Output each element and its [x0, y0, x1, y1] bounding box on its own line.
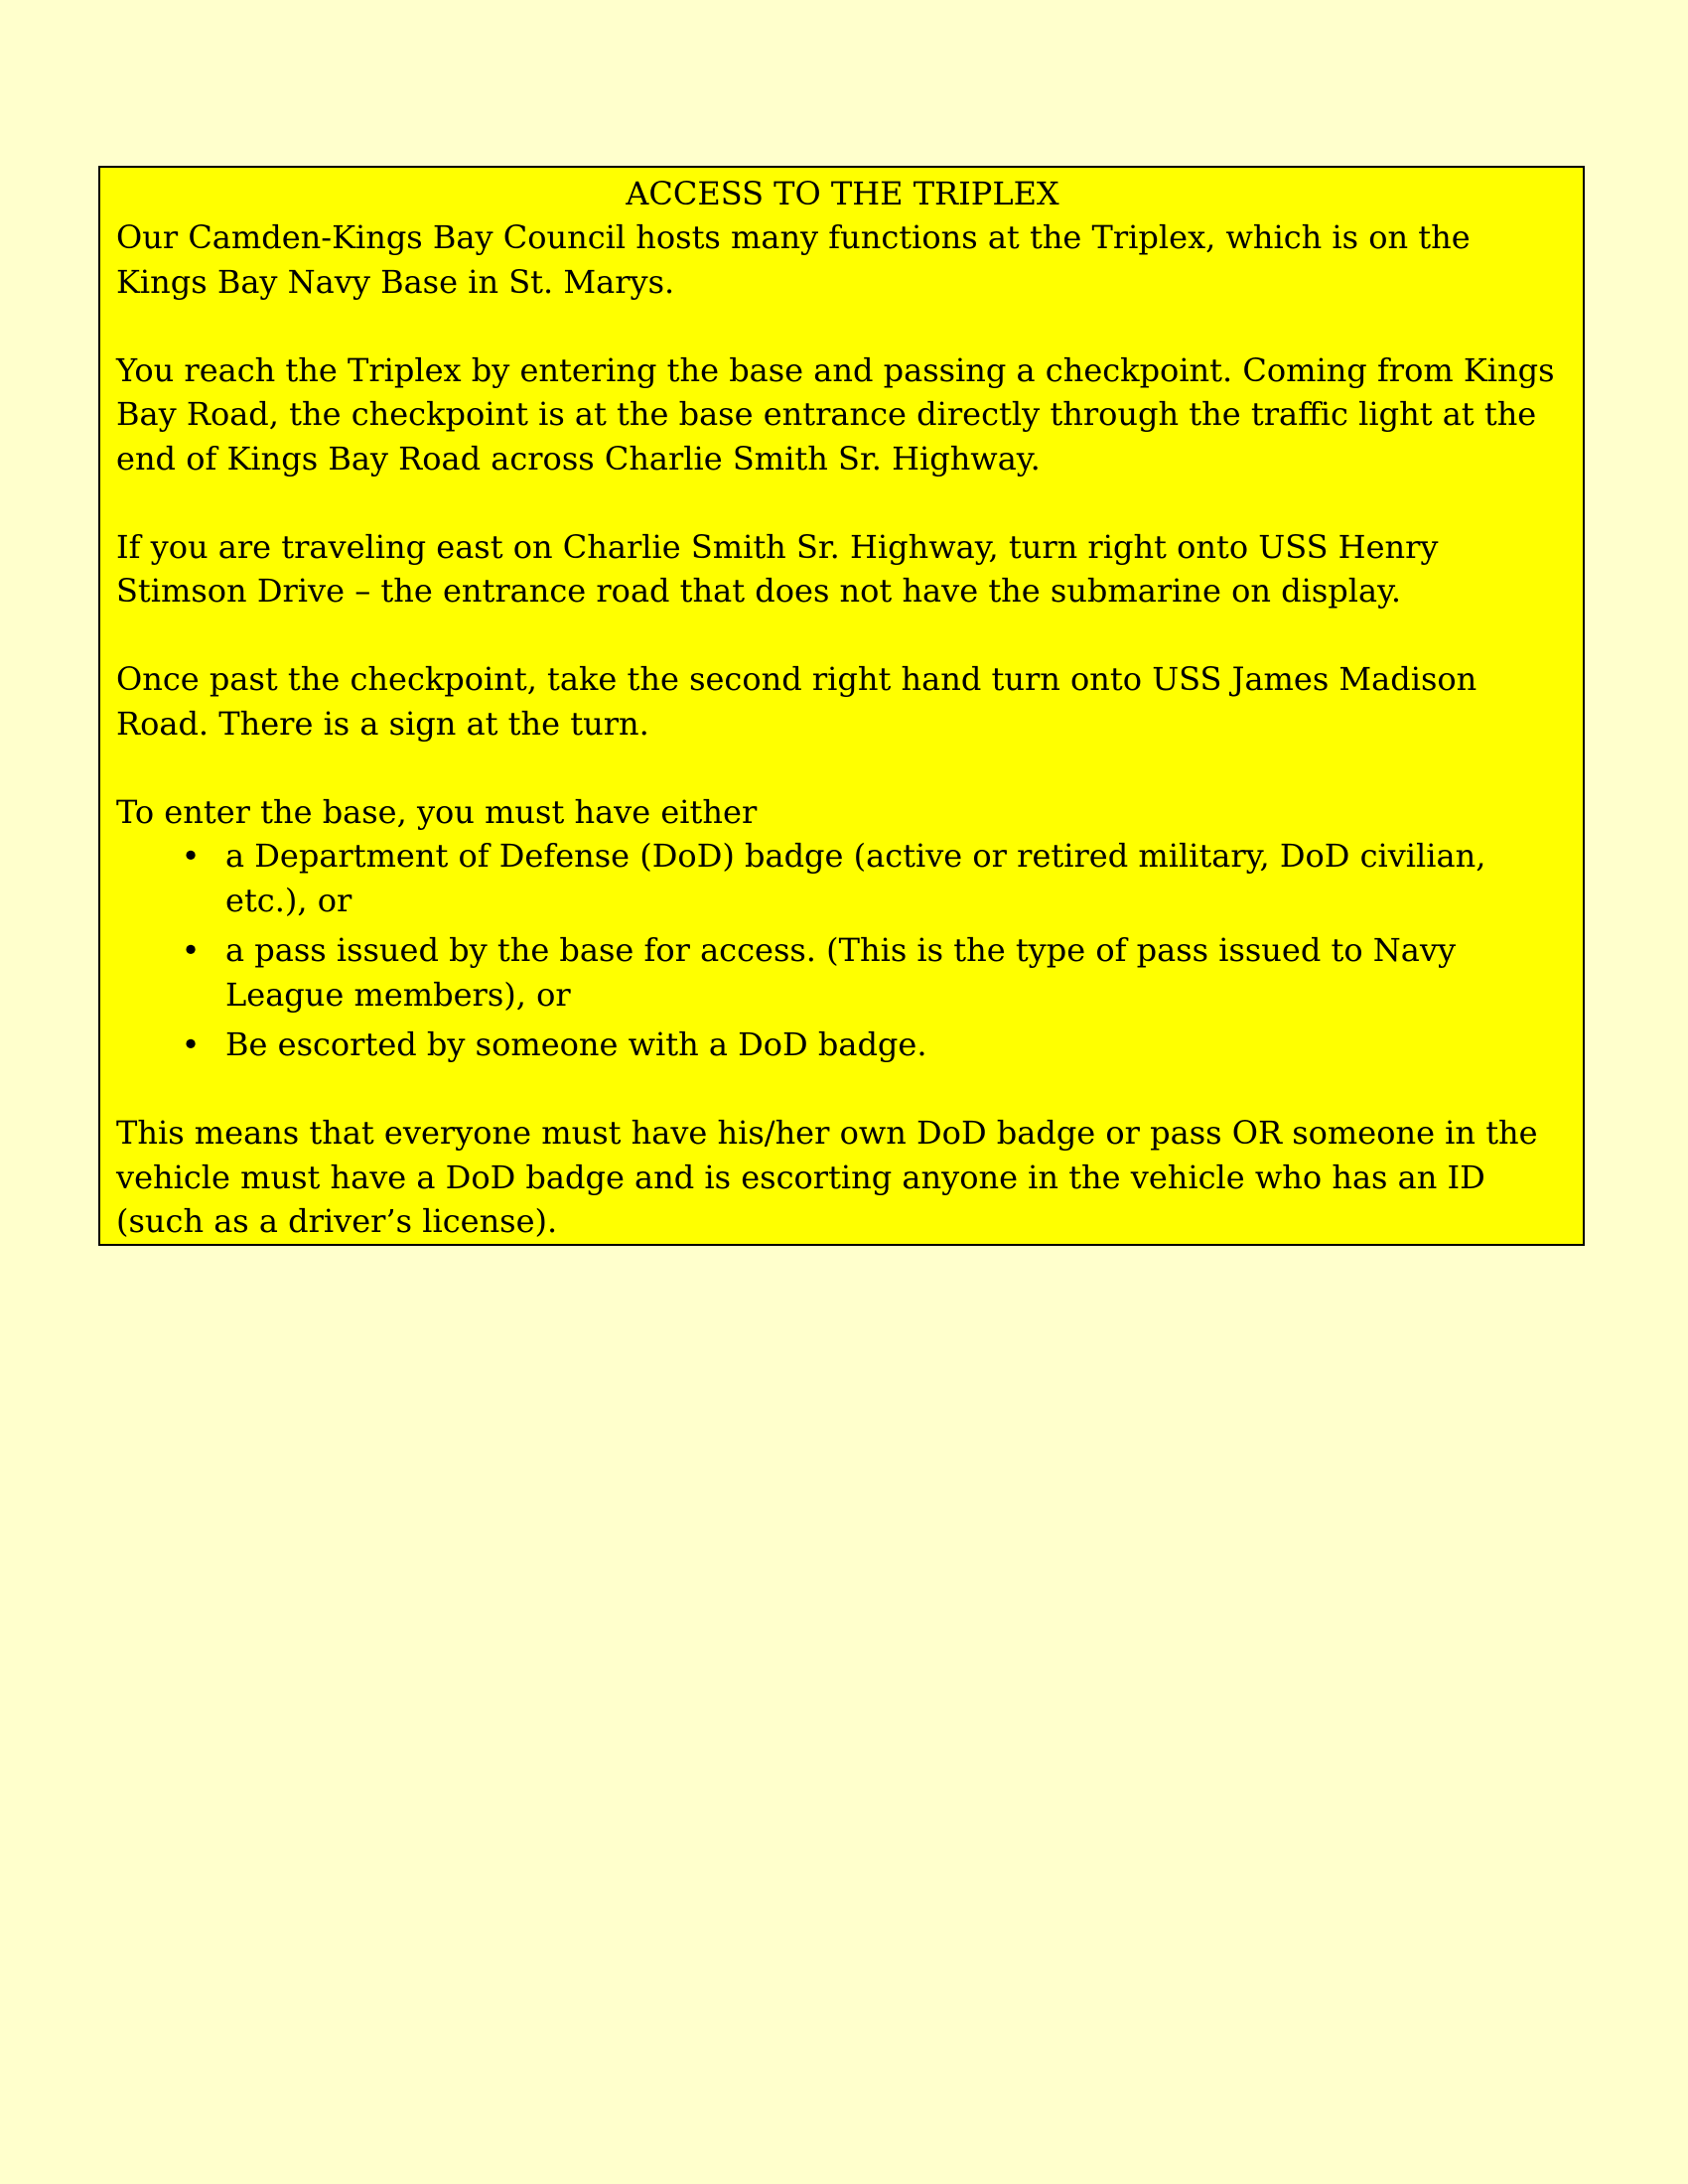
list-item — [116, 1023, 1569, 1067]
eastbound-paragraph: If you are traveling east on Charlie Smith Sr. Highway, turn right onto USS Henry Stimson Drive – the entrance road that does not have the submarine on display. — [116, 527, 1439, 610]
turn-paragraph: Once past the checkpoint, take the second right hand turn onto USS James Madison Road. There is a sign at the turn. — [116, 660, 1477, 743]
list-intro: To enter the base, you must have either — [116, 792, 758, 831]
intro-paragraph: Our Camden-Kings Bay Council hosts many functions at the Triplex, which is on the Kings Bay Navy Base in St. Marys. — [116, 218, 1471, 301]
list-item-text: Be escorted by someone with a DoD badge. — [225, 1025, 927, 1063]
list-item-text: a Department of Defense (DoD) badge (active or retired military, DoD civilian, etc.), or — [225, 837, 1486, 919]
requirements-list — [116, 834, 1569, 1067]
list-item — [116, 928, 1569, 1017]
access-notice-box — [98, 166, 1585, 1246]
list-item — [116, 834, 1569, 922]
list-item-text: a pass issued by the base for access. (This is the type of pass issued to Navy League members), or — [225, 931, 1457, 1014]
notice-title: ACCESS TO THE TRIPLEX — [626, 175, 1059, 212]
closing-paragraph: This means that everyone must have his/her own DoD badge or pass OR someone in the vehicle must have a DoD badge and is escorting anyone in the vehicle who has an ID (such as a driver’s license). — [116, 1114, 1538, 1240]
bullet-icon: • — [181, 931, 201, 969]
bullet-icon: • — [181, 837, 201, 875]
checkpoint-paragraph: You reach the Triplex by entering the base and passing a checkpoint. Coming from Kings Bay Road, the checkpoint is at the base entrance directly through the traffic light at the end of Kings Bay Road across Charlie Smith Sr. Highway. — [116, 350, 1555, 478]
bullet-icon: • — [181, 1025, 201, 1063]
